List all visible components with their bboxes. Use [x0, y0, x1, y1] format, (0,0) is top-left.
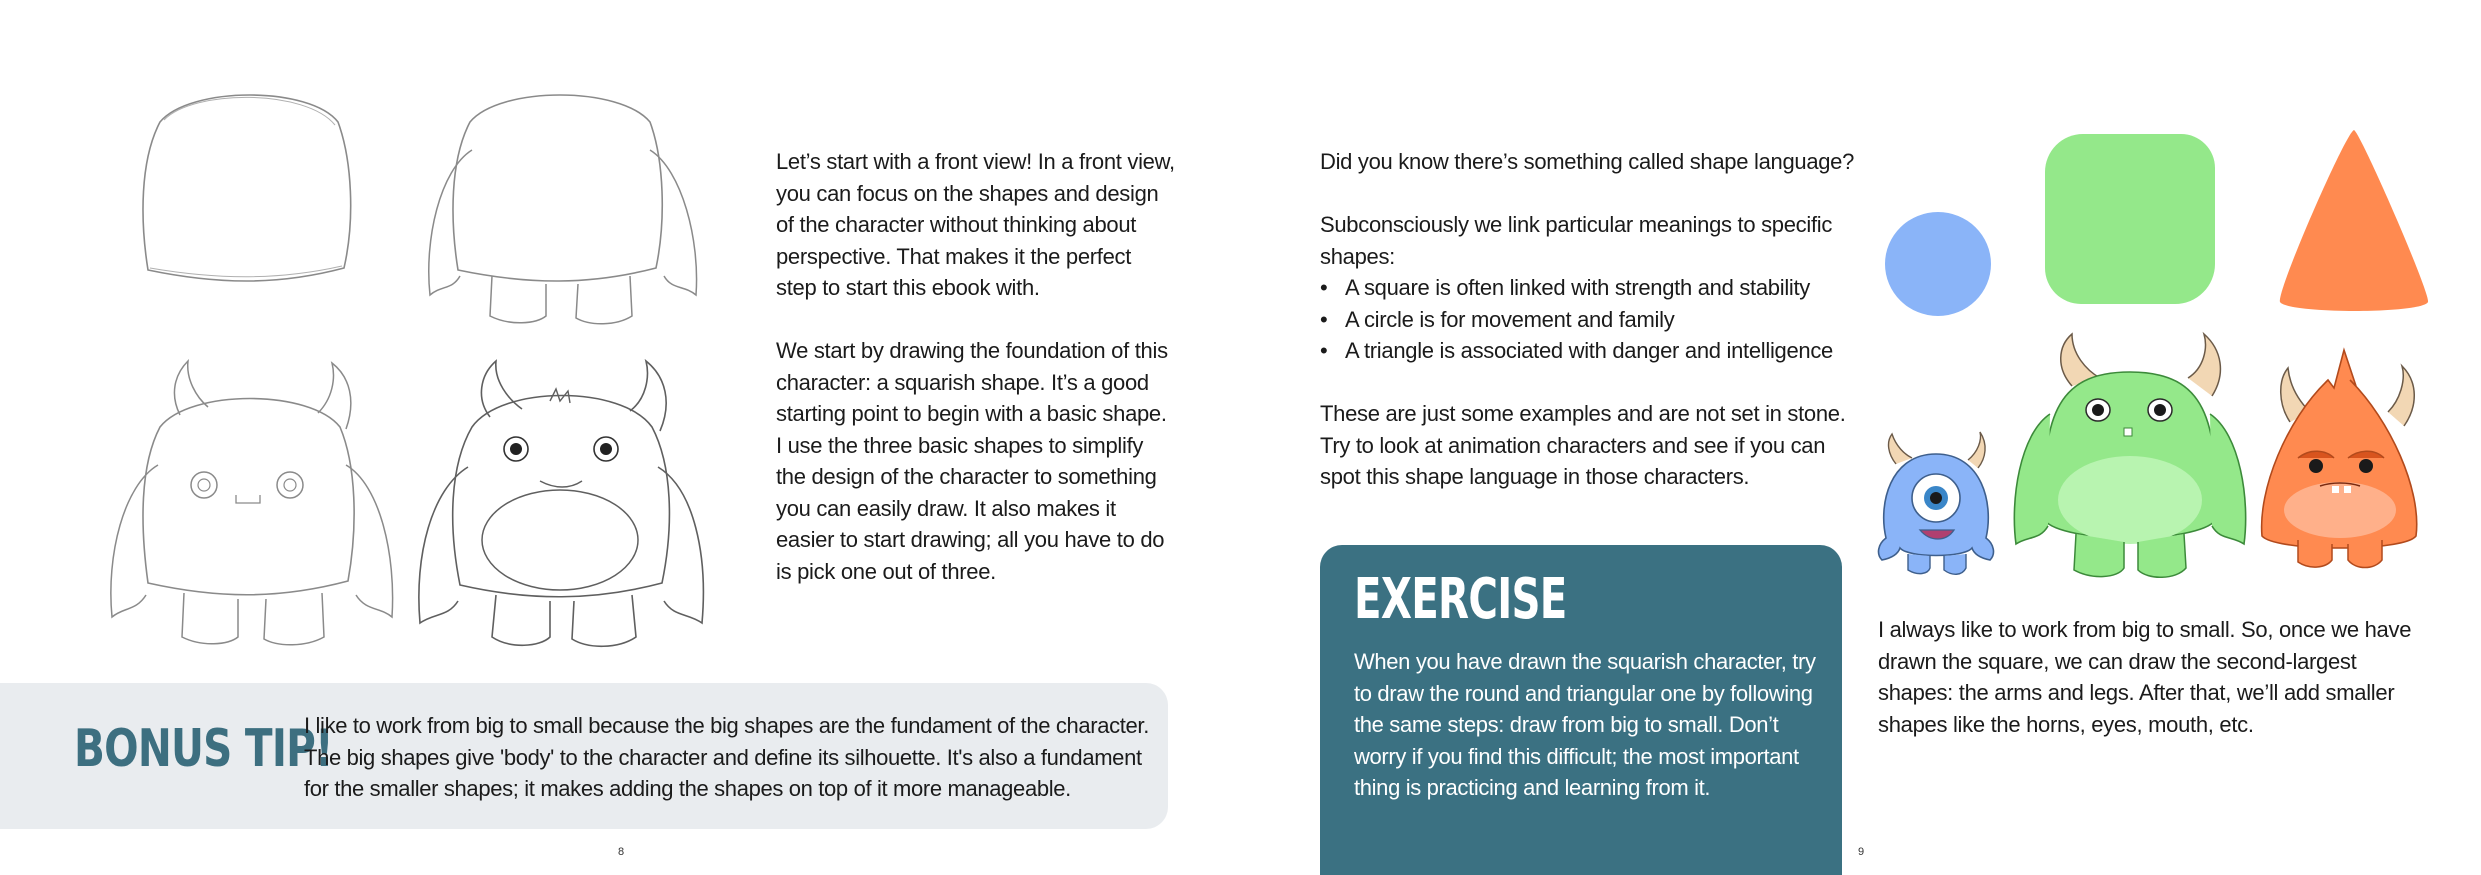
bonus-tip-box — [0, 683, 1168, 829]
blue-cyclops-monster — [1868, 428, 2004, 578]
list-item: • A square is often linked with strength and stability — [1320, 272, 1860, 304]
list-item: • A triangle is associated with danger and intelligence — [1320, 335, 1860, 367]
bonus-tip-title: BONUS TIP! — [74, 719, 333, 779]
blue-circle-shape — [1885, 212, 1991, 316]
sketch-step-4-finished-monster — [410, 355, 710, 655]
green-square-monster — [2010, 330, 2250, 580]
intro-paragraph-1: Let’s start with a front view! In a front view, you can focus on the shapes and design of the character without thinking about perspective. That makes it the perfect step to start this ebook with. — [776, 149, 1175, 300]
sketch-step-1-square-shape — [130, 80, 370, 300]
big-to-small-paragraph: I always like to work from big to small. So, once we have drawn the square, we can draw the second-largest shapes: the arms and legs. After that, we’ll add smaller shapes like the horns, eyes, mouth, etc. — [1878, 617, 2412, 737]
sketch-step-3-horns-eyes — [100, 355, 400, 655]
left-page — [0, 0, 1240, 875]
intro-paragraph-2: We start by drawing the foundation of this character: a squarish shape. It’s a good starting point to begin with a basic shape. I use the three basic shapes to simplify the design of the character to something you can easily draw. It also makes it easier to start drawing; all you have to do is pick one out of three. — [776, 338, 1168, 584]
sketch-step-2-arms-legs — [410, 80, 710, 340]
exercise-title: EXERCISE — [1354, 567, 1567, 632]
page-number-right: 9 — [1858, 846, 1865, 858]
shape-language-examples: These are just some examples and are not set in stone. Try to look at animation characters and see if you can spot this shape language in those characters. — [1320, 401, 1846, 489]
intro-text — [776, 146, 1176, 587]
shape-language-intro: Subconsciously we link particular meanings to specific shapes: — [1320, 212, 1833, 269]
green-square-shape — [2045, 134, 2215, 304]
right-page — [1240, 0, 2481, 875]
bonus-tip-text: I like to work from big to small because the big shapes are the fundament of the character. The big shapes give 'body' to the character and define its silhouette. It's also a fundament for the smaller shapes; it makes adding the shapes on top of it more manageable. — [304, 713, 1149, 801]
orange-triangle-monster — [2250, 340, 2430, 580]
shape-language-question: Did you know there’s something called shape language? — [1320, 149, 1855, 174]
page-number-left: 8 — [618, 846, 625, 858]
orange-triangle-shape — [2274, 124, 2434, 314]
list-item: • A circle is for movement and family — [1320, 304, 1860, 336]
exercise-box — [1320, 545, 1842, 875]
big-to-small-text — [1878, 614, 2418, 740]
exercise-text: When you have drawn the squarish character, try to draw the round and triangular one by following the same steps: draw from big to small. Don’t worry if you find this difficult; the most important thing is practicing and learning from it. — [1354, 649, 1816, 800]
shape-meaning-list — [1320, 272, 1860, 367]
shape-language-text — [1320, 146, 1860, 493]
